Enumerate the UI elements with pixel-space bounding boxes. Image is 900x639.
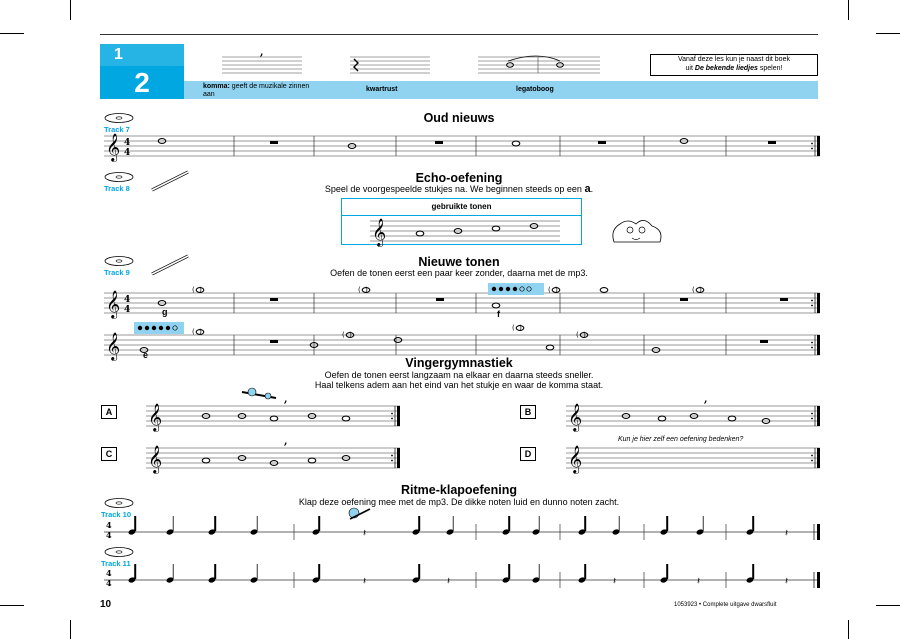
breath-comma: ,	[704, 394, 708, 405]
staff-nieuwe-tonen-2	[104, 324, 820, 360]
whole-note	[512, 141, 520, 146]
whole-rest	[436, 298, 444, 301]
track-label: Track 9	[104, 268, 130, 277]
footer-catalog: 1053923 • Complete uitgave dwarsfluit	[674, 602, 777, 608]
exercise-label-a: A	[101, 405, 117, 419]
bracketed-note: ( )	[548, 286, 558, 294]
svg-text:4: 4	[106, 520, 112, 530]
ritme-instruction: Klap deze oefening mee met de mp3. De dikke noten luid en dunno noten zacht.	[298, 497, 620, 507]
final-barline	[397, 406, 400, 426]
vinger-instruction-2: Haal telkens adem aan het eind van het stukje en waar de komma staat.	[314, 380, 604, 390]
bracketed-note: ( )	[342, 331, 352, 339]
cd-icon	[104, 498, 134, 508]
whole-rest	[435, 141, 443, 144]
bracketed-note: ( )	[576, 331, 586, 339]
term-legatoboog: legatoboog	[516, 86, 554, 93]
bracketed-note: ( )	[692, 286, 702, 294]
whole-rest	[760, 340, 768, 343]
crop-mark	[70, 620, 71, 639]
svg-text:4: 4	[124, 148, 131, 158]
whole-rest	[270, 141, 278, 144]
whole-rest	[598, 141, 606, 144]
svg-text:4: 4	[106, 578, 112, 588]
cd-icon	[104, 113, 134, 123]
whole-note	[342, 416, 350, 421]
whole-rest	[680, 298, 688, 301]
section-title-vinger: Vingergymnastiek	[405, 356, 513, 370]
lesson-current-number: 2	[100, 66, 184, 99]
note-name-g: g	[162, 307, 168, 317]
crop-mark	[848, 0, 849, 20]
final-barline	[817, 406, 820, 426]
treble-clef-icon: 𝄞	[106, 332, 121, 360]
svg-text:4: 4	[106, 568, 112, 578]
cd-icon	[104, 547, 134, 557]
crop-mark	[876, 33, 900, 34]
quarter-rest: 𝄽	[785, 528, 789, 539]
note-name-f: f	[497, 309, 500, 319]
track-label: Track 8	[104, 184, 130, 193]
staff-exercise-c	[146, 436, 400, 473]
section-title-nieuwe-tonen: Nieuwe tonen	[418, 255, 500, 269]
svg-text:,: ,	[260, 47, 264, 58]
svg-text:4: 4	[124, 305, 131, 315]
crop-mark	[876, 605, 900, 606]
top-rule	[100, 34, 818, 35]
section-title-echo: Echo-oefening	[415, 171, 503, 185]
final-barline	[817, 448, 820, 468]
used-tones-header: gebruikte tonen	[342, 199, 581, 216]
quarter-rest: 𝄽	[613, 576, 617, 587]
svg-text:4: 4	[124, 138, 131, 148]
exercise-label-d: D	[520, 447, 536, 461]
whole-note	[202, 458, 210, 463]
info-notice-box: Vanaf deze les kun je naast dit boek uit De bekende liedjes spelen!	[650, 54, 818, 76]
note-name-e: e	[143, 350, 149, 360]
whole-note	[600, 288, 608, 293]
whole-rest	[270, 298, 278, 301]
echo-instruction: Speel de voorgespeelde stukjes na. We beginnen steeds op een a.	[324, 183, 594, 195]
whole-rest	[780, 298, 788, 301]
final-barline	[817, 136, 820, 156]
used-tones-staff	[370, 218, 560, 246]
whole-note	[270, 416, 278, 421]
treble-clef-icon: 𝄞	[372, 218, 387, 246]
section-title-oud-nieuws: Oud nieuws	[423, 111, 495, 125]
quarter-rest: 𝄽	[363, 528, 367, 539]
exercise-label-b: B	[520, 405, 536, 419]
section-title-ritme: Ritme-klapoefening	[401, 483, 517, 497]
flute-icon	[150, 170, 190, 192]
staff-exercise-a	[146, 394, 400, 431]
treble-clef-icon: 𝄞	[106, 133, 121, 161]
whole-rest	[270, 340, 278, 343]
quarter-rest: 𝄽	[447, 576, 451, 587]
bracketed-note: ( )	[512, 324, 522, 332]
bracketed-note: ( )	[192, 286, 202, 294]
page-number: 10	[100, 599, 112, 610]
vinger-instruction-1: Oefen de tonen eerst langzaam na elkaar en daarna steeds sneller.	[324, 370, 594, 380]
crop-mark	[0, 605, 24, 606]
whole-rest	[768, 141, 776, 144]
exercise-label-c: C	[101, 447, 117, 461]
exercise-d-question: Kun je hier zelf een oefening bedenken?	[618, 436, 744, 443]
track-label: Track 7	[104, 125, 130, 134]
cd-icon	[104, 256, 134, 266]
breath-comma: ,	[284, 394, 288, 405]
treble-clef-icon: 𝄞	[106, 290, 121, 318]
treble-clef-icon: 𝄞	[148, 403, 163, 431]
final-barline	[397, 448, 400, 468]
whole-note	[546, 345, 554, 350]
whole-note	[658, 416, 666, 421]
used-tones-box	[341, 198, 582, 245]
treble-clef-icon: 𝄞	[148, 445, 163, 473]
rhythm-line-2	[104, 566, 820, 594]
komma-example-staff	[222, 47, 302, 75]
nieuwe-tonen-instruction: Oefen de tonen eerst een paar keer zonder, daarna met de mp3.	[330, 268, 588, 278]
bracketed-note: ( )	[192, 328, 202, 336]
bracketed-note: ( )	[358, 286, 368, 294]
crop-mark	[70, 0, 71, 20]
treble-clef-icon: 𝄞	[568, 445, 583, 473]
whole-note	[492, 226, 500, 231]
flute-player-doodle	[240, 386, 280, 404]
staff-oud-nieuws	[104, 133, 820, 161]
staff-nieuwe-tonen-1	[104, 286, 820, 318]
legatoboog-example-staff	[478, 55, 600, 75]
cd-icon	[104, 172, 134, 182]
flute-player-doodle	[346, 505, 374, 525]
whole-note	[416, 231, 424, 236]
kwartrust-example-staff	[350, 55, 430, 75]
final-barline	[817, 335, 820, 355]
treble-clef-icon: 𝄞	[568, 403, 583, 431]
fingering-chart-f	[488, 283, 544, 295]
lesson-prev-number: 1	[100, 44, 184, 66]
svg-text:4: 4	[106, 530, 112, 540]
final-barline	[817, 293, 820, 313]
svg-text:4: 4	[124, 295, 131, 305]
whole-note	[308, 458, 316, 463]
quarter-rest: 𝄽	[697, 576, 701, 587]
breath-comma: ,	[284, 436, 288, 447]
track-label: Track 10	[101, 510, 132, 519]
flute-icon	[150, 254, 190, 276]
crop-mark	[0, 33, 24, 34]
fingering-chart-e	[134, 322, 184, 334]
whole-note	[492, 303, 500, 308]
rhythm-line-1	[104, 518, 820, 546]
quarter-rest: 𝄽	[785, 576, 789, 587]
staff-exercise-b	[566, 394, 820, 431]
crop-mark	[848, 620, 849, 639]
term-kwartrust: kwartrust	[366, 86, 398, 93]
whole-note	[728, 416, 736, 421]
staff-exercise-d	[566, 445, 820, 473]
track-label: Track 11	[101, 559, 131, 568]
term-komma: komma: geeft de muzikale zinnen aan	[203, 83, 310, 98]
quarter-rest: 𝄽	[363, 576, 367, 587]
cartoon-illustration	[608, 214, 668, 246]
